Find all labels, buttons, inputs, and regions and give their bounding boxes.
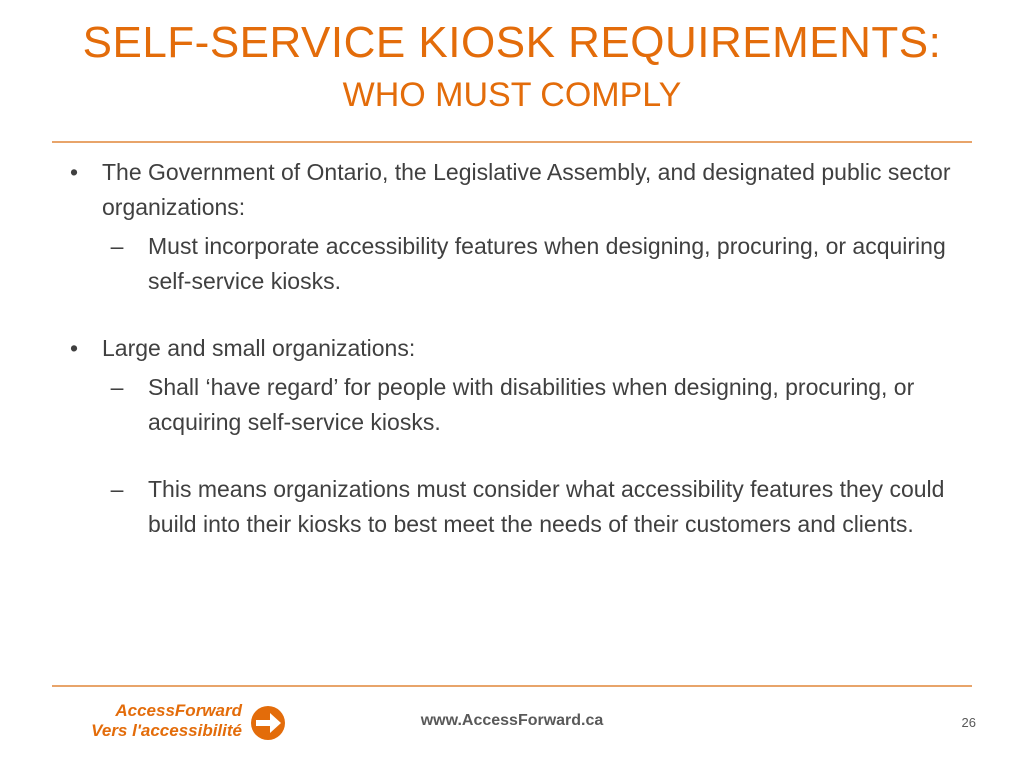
slide-title: SELF-SERVICE KIOSK REQUIREMENTS: <box>82 18 942 67</box>
sub-bullet-marker: – <box>110 233 124 259</box>
page-number: 26 <box>961 715 976 730</box>
logo-text-french: Vers l'accessibilité <box>91 721 242 740</box>
sub-bullet-item <box>62 472 962 542</box>
sub-bullet-marker: – <box>110 476 124 502</box>
slide-content <box>62 155 962 542</box>
top-divider <box>52 141 972 143</box>
sub-bullet-marker: – <box>110 374 124 400</box>
sub-bullet-text: Shall ‘have regard’ for people with disabilities when designing, procuring, or acquiring self-service kiosks. <box>148 374 915 435</box>
bullet-marker: • <box>69 335 79 361</box>
sub-bullet-text: Must incorporate accessibility features when designing, procuring, or acquiring self-service kiosks. <box>148 233 946 294</box>
bottom-divider <box>52 685 972 687</box>
bullet-text: The Government of Ontario, the Legislative Assembly, and designated public sector organizations: <box>102 159 951 220</box>
sub-bullet-item <box>62 370 962 440</box>
slide-subtitle: WHO MUST COMPLY <box>342 76 682 114</box>
slide-title-block <box>0 18 1024 116</box>
logo-text-english: AccessForward <box>115 701 242 720</box>
sub-bullet-text: This means organizations must consider what accessibility features they could build into their kiosks to best meet the needs of their customers and clients. <box>148 476 945 537</box>
sub-bullet-item <box>62 229 962 299</box>
bullet-marker: • <box>69 159 79 185</box>
bullet-item <box>62 331 962 366</box>
bullet-item <box>62 155 962 225</box>
bullet-text: Large and small organizations: <box>102 335 416 361</box>
footer-url: www.AccessForward.ca <box>420 712 604 729</box>
